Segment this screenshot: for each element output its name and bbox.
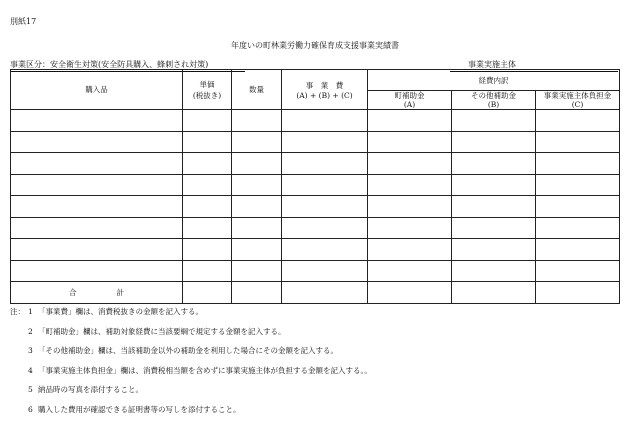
- project-cost-cell[interactable]: [282, 153, 368, 175]
- note-text: 「その他補助金」欄は、当該補助金以外の補助金を利用した場合にその金額を記入する。: [38, 346, 338, 355]
- project-cost-cell[interactable]: [282, 110, 368, 132]
- town-subsidy-cell[interactable]: [368, 239, 452, 261]
- project-cost-cell[interactable]: [282, 239, 368, 261]
- other-subsidy-cell[interactable]: [452, 153, 536, 175]
- project-cost-cell[interactable]: [282, 174, 368, 196]
- note-number: 5: [28, 385, 33, 394]
- header-unit-price-label: 単価: [199, 79, 215, 89]
- quantity-cell[interactable]: [232, 174, 282, 196]
- self-burden-cell[interactable]: [536, 174, 620, 196]
- total-quantity-cell[interactable]: [232, 282, 282, 304]
- self-burden-cell[interactable]: [536, 196, 620, 218]
- note-number: 3: [28, 346, 33, 355]
- other-subsidy-cell[interactable]: [452, 260, 536, 282]
- note-text: 「事業費」欄は、消費税抜きの金額を記入する。: [38, 307, 203, 316]
- project-cost-cell[interactable]: [282, 131, 368, 153]
- unit-price-cell[interactable]: [183, 196, 232, 218]
- item-cell[interactable]: [11, 196, 183, 218]
- unit-price-cell[interactable]: [183, 217, 232, 239]
- total-label-first: 合: [69, 288, 77, 297]
- project-cost-cell[interactable]: [282, 196, 368, 218]
- quantity-cell[interactable]: [232, 239, 282, 261]
- item-cell[interactable]: [11, 131, 183, 153]
- town-subsidy-cell[interactable]: [368, 153, 452, 175]
- self-burden-cell[interactable]: [536, 260, 620, 282]
- header-other-subsidy-code: (B): [487, 100, 500, 109]
- note-number: 4: [28, 365, 33, 375]
- unit-price-cell[interactable]: [183, 110, 232, 132]
- header-self-burden: [536, 91, 620, 110]
- quantity-cell[interactable]: [232, 196, 282, 218]
- table-row: [11, 217, 620, 239]
- project-cost-cell[interactable]: [282, 260, 368, 282]
- self-burden-cell[interactable]: [536, 217, 620, 239]
- report-table: [10, 69, 620, 304]
- table-row: [11, 110, 620, 132]
- header-project-cost-formula: (A) + (B) + (C): [296, 90, 353, 100]
- unit-price-cell[interactable]: [183, 239, 232, 261]
- self-burden-cell[interactable]: [536, 239, 620, 261]
- quantity-cell[interactable]: [232, 110, 282, 132]
- implementer-label: 事業実施主体: [468, 60, 516, 69]
- other-subsidy-cell[interactable]: [452, 131, 536, 153]
- unit-price-cell[interactable]: [183, 153, 232, 175]
- header-self-burden-label: 事業実施主体負担金: [543, 91, 612, 100]
- note-number: 1: [28, 307, 33, 316]
- other-subsidy-cell[interactable]: [452, 196, 536, 218]
- notes-prefix: 注：: [10, 307, 25, 316]
- total-other-subsidy-cell[interactable]: [452, 282, 536, 304]
- total-row: [11, 282, 620, 304]
- quantity-cell[interactable]: [232, 153, 282, 175]
- unit-price-cell[interactable]: [183, 131, 232, 153]
- other-subsidy-cell[interactable]: [452, 174, 536, 196]
- header-item: 購入品: [11, 70, 183, 110]
- header-other-subsidy: [452, 91, 536, 110]
- table-row: [11, 174, 620, 196]
- header-self-burden-code: (C): [571, 100, 584, 109]
- note-number: 2: [28, 326, 33, 336]
- project-category: 事業区分：安全衛生対策(安全防具購入、蜂刺され対策): [10, 59, 245, 72]
- table-row: [11, 239, 620, 261]
- table-row: [11, 260, 620, 282]
- total-self-burden-cell[interactable]: [536, 282, 620, 304]
- unit-price-cell[interactable]: [183, 260, 232, 282]
- item-cell[interactable]: [11, 260, 183, 282]
- note-text: 「事業実施主体負担金」欄は、消費税相当額を含めずに事業実施主体が負担する金額を記入する。。: [38, 365, 372, 375]
- item-cell[interactable]: [11, 217, 183, 239]
- item-cell[interactable]: [11, 174, 183, 196]
- header-unit-price: [183, 70, 232, 110]
- quantity-cell[interactable]: [232, 131, 282, 153]
- table-row: [11, 196, 620, 218]
- other-subsidy-cell[interactable]: [452, 110, 536, 132]
- total-town-subsidy-cell[interactable]: [368, 282, 452, 304]
- note-text: 納品時の写真を添付すること。: [38, 385, 143, 394]
- header-town-subsidy-code: (A): [403, 100, 416, 109]
- header-breakdown: 経費内訳: [368, 70, 620, 91]
- other-subsidy-cell[interactable]: [452, 239, 536, 261]
- document-title: 年度いの町林業労働力確保育成支援事業実績書: [231, 41, 399, 50]
- note-text: 「町補助金」欄は、補助対象経費に当該要綱で規定する金額を記入する。: [38, 326, 286, 336]
- self-burden-cell[interactable]: [536, 110, 620, 132]
- total-label-cell: [11, 282, 183, 304]
- other-subsidy-cell[interactable]: [452, 217, 536, 239]
- town-subsidy-cell[interactable]: [368, 217, 452, 239]
- header-project-cost-label: 事 業 費: [305, 80, 344, 90]
- header-quantity: 数量: [232, 70, 282, 110]
- quantity-cell[interactable]: [232, 260, 282, 282]
- total-label-second: 計: [116, 288, 124, 297]
- town-subsidy-cell[interactable]: [368, 196, 452, 218]
- form-number: 別紙17: [10, 17, 37, 26]
- quantity-cell[interactable]: [232, 217, 282, 239]
- table-row: [11, 131, 620, 153]
- item-cell[interactable]: [11, 153, 183, 175]
- town-subsidy-cell[interactable]: [368, 110, 452, 132]
- header-project-cost: [282, 70, 368, 110]
- table-body: [11, 110, 620, 304]
- total-unit-price-cell[interactable]: [183, 282, 232, 304]
- town-subsidy-cell[interactable]: [368, 131, 452, 153]
- item-cell[interactable]: [11, 239, 183, 261]
- self-burden-cell[interactable]: [536, 153, 620, 175]
- total-project-cost-cell[interactable]: [282, 282, 368, 304]
- town-subsidy-cell[interactable]: [368, 174, 452, 196]
- table-row: [11, 153, 620, 175]
- header-other-subsidy-label: その他補助金: [471, 91, 516, 100]
- item-cell[interactable]: [11, 110, 183, 132]
- header-town-subsidy-label: 町補助金: [394, 91, 425, 100]
- note-text: 購入した費用が確認できる証明書等の写しを添付すること。: [38, 404, 241, 414]
- project-cost-cell[interactable]: [282, 217, 368, 239]
- header-unit-price-note: (税抜き): [192, 90, 222, 100]
- unit-price-cell[interactable]: [183, 174, 232, 196]
- self-burden-cell[interactable]: [536, 131, 620, 153]
- note-number: 6: [28, 404, 33, 414]
- header-town-subsidy: [368, 91, 452, 110]
- town-subsidy-cell[interactable]: [368, 260, 452, 282]
